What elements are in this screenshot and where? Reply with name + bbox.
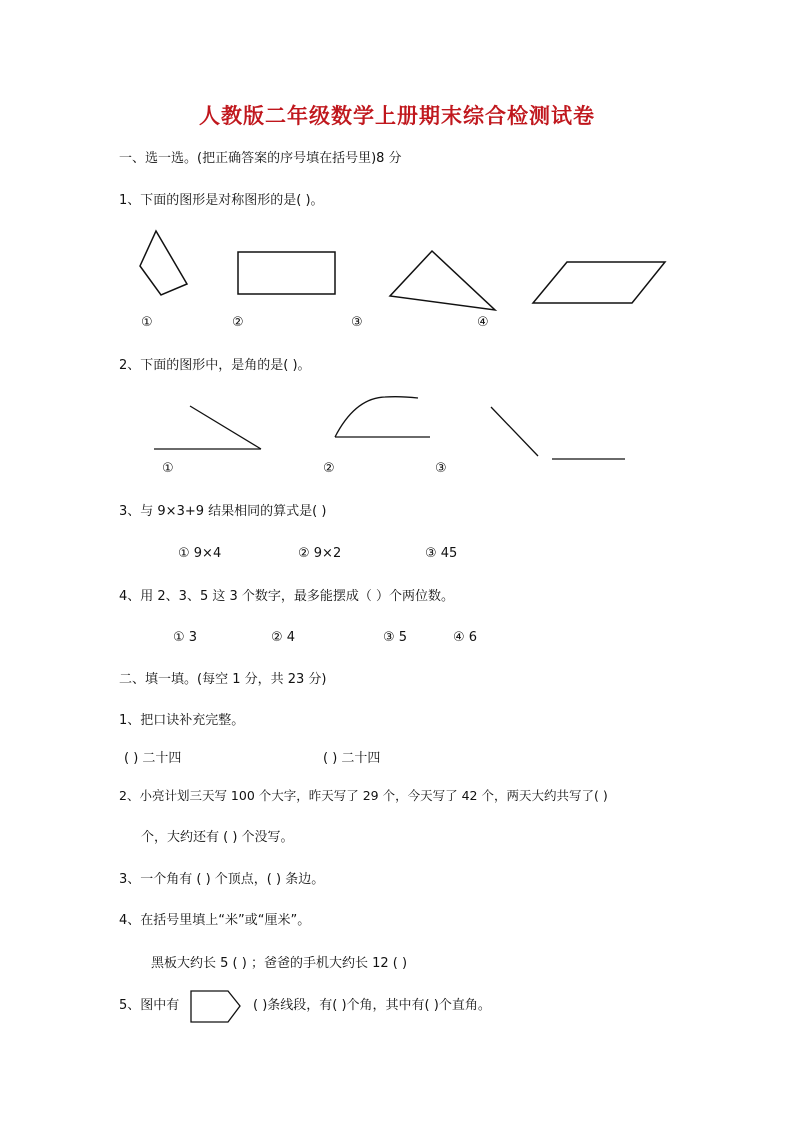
q1-label-2: ② [232,315,244,330]
q3-text: 3、与 9×3+9 结果相同的算式是( ) [119,504,327,519]
q1-label-3: ③ [351,315,363,330]
s2-q2-line1: 2、小亮计划三天写 100 个大字，昨天写了 29 个，今天写了 42 个，两天大约共写了( ) [119,788,608,803]
q2-label-3: ③ [435,461,447,476]
q2-shape-angle [154,406,261,449]
q1-shape-rectangle [238,252,335,294]
s2-q3-text: 3、一个角有 ( ) 个顶点，( ) 条边。 [119,872,325,887]
q2-label-2: ② [323,461,335,476]
q3-option-3: ③ 45 [425,546,458,561]
q4-option-3: ③ 5 [383,630,408,645]
q1-shape-parallelogram [533,262,665,303]
q1-shape-triangle [390,251,495,310]
s2-q1-blank-1: ( ) 二十四 [124,751,182,766]
section2-heading: 二、填一填。(每空 1 分，共 23 分) [119,672,327,687]
q3-option-1: ① 9×4 [178,546,222,561]
s2-q5-suffix: ( )条线段，有( )个角，其中有( )个直角。 [253,998,491,1013]
q4-option-4: ④ 6 [453,630,478,645]
q1-label-1: ① [141,315,153,330]
s2-q5-prefix: 5、图中有 [119,998,180,1013]
q2-shape-open-lines [491,407,625,459]
q1-label-4: ④ [477,315,489,330]
s2-q2-line2: 个，大约还有 ( ) 个没写。 [141,830,294,845]
q4-option-1: ① 3 [173,630,198,645]
page-title: 人教版二年级数学上册期末综合检测试卷 [199,103,595,128]
s2-q1-text: 1、把口诀补充完整。 [119,713,245,728]
q3-option-2: ② 9×2 [298,546,342,561]
q4-text: 4、用 2、3、5 这 3 个数字，最多能摆成（ ）个两位数。 [119,589,455,604]
q2-text: 2、下面的图形中，是角的是( )。 [119,358,311,373]
s2-q4-line2: 黑板大约长 5 ( ) ；爸爸的手机大约长 12 ( ) [151,956,408,971]
q2-label-1: ① [162,461,174,476]
q1-1-text: 1、下面的图形是对称图形的是( )。 [119,193,324,208]
s2-q4-text: 4、在括号里填上“米”或“厘米”。 [119,913,311,928]
q4-option-2: ② 4 [271,630,296,645]
q2-shape-curve [335,397,430,437]
section1-heading: 一、选一选。(把正确答案的序号填在括号里)8 分 [119,151,402,166]
q5-pentagon-shape [191,991,240,1022]
q1-shape-kite [140,231,187,295]
s2-q1-blank-2: ( ) 二十四 [323,751,381,766]
